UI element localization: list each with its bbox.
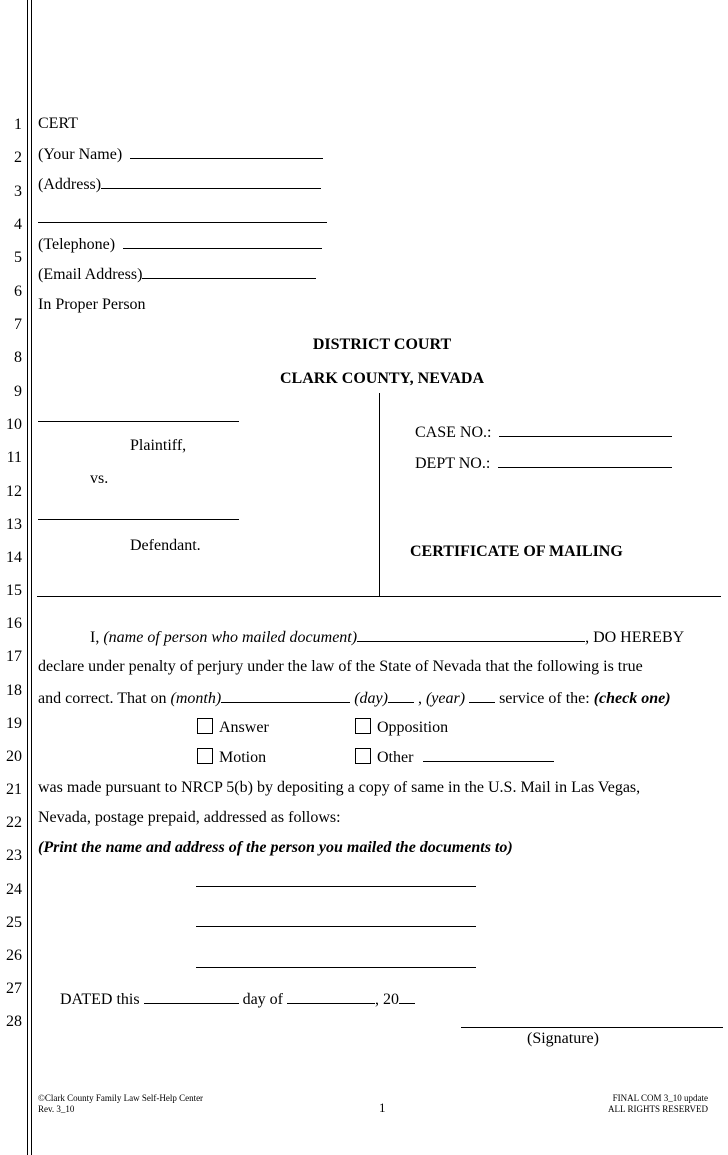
caption-divider — [379, 393, 380, 596]
body-line-3 — [38, 689, 671, 708]
page-number: 1 — [379, 1100, 386, 1115]
line-number: 23 — [6, 847, 22, 864]
line-number: 21 — [6, 781, 22, 798]
line-number: 15 — [6, 582, 22, 599]
line-number: 7 — [14, 316, 22, 333]
caption-bottom-rule — [37, 596, 721, 597]
line-number: 20 — [6, 748, 22, 765]
checkbox-answer[interactable] — [197, 718, 269, 737]
line-number: 11 — [6, 449, 22, 466]
body-line-1 — [90, 628, 684, 647]
footer-left — [38, 1093, 203, 1115]
cert-label: CERT — [38, 115, 78, 132]
footer-revision: Rev. 3_10 — [38, 1104, 75, 1114]
line-number: 9 — [14, 383, 22, 400]
i-prefix: I, — [90, 629, 100, 646]
signature-label: (Signature) — [527, 1030, 599, 1047]
case-no-label: CASE NO.: — [415, 424, 492, 441]
checkbox-other-label: Other — [377, 749, 414, 766]
line-number: 12 — [6, 483, 22, 500]
month-hint: (month) — [170, 690, 222, 707]
court-county: CLARK COUNTY, NEVADA — [279, 370, 485, 387]
recipient-line-2[interactable] — [196, 926, 476, 927]
margin-rule-right — [31, 0, 32, 1155]
your-name-label: (Your Name) — [38, 146, 123, 163]
print-instruction: (Print the name and address of the person you mailed the documents to) — [38, 839, 513, 856]
day-field[interactable] — [388, 689, 414, 703]
line-number: 14 — [6, 549, 22, 566]
line-number: 18 — [6, 682, 22, 699]
service-of: service of the: — [499, 690, 590, 707]
name-hint: (name of person who mailed document) — [103, 629, 358, 646]
body-line-2: declare under penalty of perjury under the law of the State of Nevada that the following is true — [38, 658, 643, 675]
line-number: 2 — [14, 149, 22, 166]
line-number: 8 — [14, 349, 22, 366]
do-hereby: , DO HEREBY — [585, 629, 685, 646]
body-line-5: was made pursuant to NRCP 5(b) by depositing a copy of same in the U.S. Mail in Las Vegas, — [38, 779, 641, 796]
footer-version: FINAL COM 3_10 update — [612, 1093, 708, 1103]
address-field-line-2[interactable] — [38, 222, 327, 223]
recipient-line-1[interactable] — [196, 886, 476, 887]
line-number: 24 — [6, 881, 22, 898]
email-label: (Email Address) — [38, 266, 143, 283]
footer-copyright: ©Clark County Family Law Self-Help Center — [38, 1093, 204, 1103]
dated-year-field[interactable] — [399, 990, 415, 1004]
mailer-name-field[interactable] — [357, 628, 585, 642]
line-number: 25 — [6, 914, 22, 931]
line-number: 27 — [6, 980, 22, 997]
email-field[interactable] — [142, 265, 316, 279]
telephone-field[interactable] — [123, 235, 322, 249]
year-field[interactable] — [469, 689, 495, 703]
margin-rule-left — [27, 0, 28, 1155]
other-field[interactable] — [423, 748, 554, 762]
year-hint: (year) — [425, 690, 466, 707]
address-field[interactable] — [101, 175, 321, 189]
email-row — [38, 265, 316, 284]
day-of: day of — [242, 991, 283, 1008]
line-number: 26 — [6, 947, 22, 964]
address-label: (Address) — [38, 176, 102, 193]
comma: , — [417, 690, 422, 707]
line-number: 16 — [6, 615, 22, 632]
checkbox-opposition-box[interactable] — [355, 718, 371, 734]
defendant-field[interactable] — [38, 519, 239, 520]
line-number: 3 — [14, 183, 22, 200]
line-number: 13 — [6, 516, 22, 533]
telephone-label: (Telephone) — [38, 236, 116, 253]
line-number: 22 — [6, 814, 22, 831]
your-name-field[interactable] — [130, 145, 323, 159]
line-number: 5 — [14, 249, 22, 266]
your-name-row — [38, 145, 323, 164]
line-number: 10 — [6, 416, 22, 433]
body-line-6: Nevada, postage prepaid, addressed as follows: — [38, 809, 341, 826]
proper-person-label: In Proper Person — [38, 296, 146, 313]
recipient-line-3[interactable] — [196, 967, 476, 968]
checkbox-opposition-label: Opposition — [377, 719, 449, 736]
line-number: 1 — [14, 116, 22, 133]
case-no-field[interactable] — [499, 423, 672, 437]
dated-month-field[interactable] — [287, 990, 375, 1004]
footer-rights: ALL RIGHTS RESERVED — [608, 1104, 708, 1114]
checkbox-other[interactable] — [355, 748, 554, 767]
telephone-row — [38, 235, 322, 254]
dept-no-field[interactable] — [498, 454, 672, 468]
footer-right — [608, 1093, 708, 1115]
dept-no-label: DEPT NO.: — [415, 455, 491, 472]
case-no-row — [415, 423, 672, 442]
and-correct: and correct. That on — [38, 690, 167, 707]
month-field[interactable] — [221, 689, 350, 703]
day-hint: (day) — [354, 690, 388, 707]
checkbox-motion[interactable] — [197, 748, 266, 767]
line-number: 17 — [6, 648, 22, 665]
dated-row — [60, 990, 415, 1009]
dept-no-row — [415, 454, 672, 473]
document-title: CERTIFICATE OF MAILING — [410, 543, 623, 560]
dated-day-field[interactable] — [144, 990, 239, 1004]
line-number: 6 — [14, 283, 22, 300]
address-row — [38, 175, 321, 194]
checkbox-other-box[interactable] — [355, 748, 371, 764]
vs-label: vs. — [90, 470, 109, 487]
dated-this: DATED this — [60, 991, 140, 1008]
checkbox-opposition[interactable] — [355, 718, 448, 737]
signature-line[interactable] — [461, 1027, 723, 1028]
line-number: 19 — [6, 715, 22, 732]
defendant-label: Defendant. — [130, 537, 201, 554]
line-number: 4 — [14, 216, 22, 233]
checkbox-motion-label: Motion — [219, 749, 267, 766]
plaintiff-label: Plaintiff, — [130, 437, 187, 454]
checkbox-answer-label: Answer — [219, 719, 269, 736]
check-one: (check one) — [593, 690, 671, 707]
checkbox-answer-box[interactable] — [197, 718, 213, 734]
court-name: DISTRICT COURT — [312, 336, 452, 353]
year-prefix: , 20 — [375, 991, 399, 1008]
line-number: 28 — [6, 1013, 22, 1030]
checkbox-motion-box[interactable] — [197, 748, 213, 764]
plaintiff-field[interactable] — [38, 421, 239, 422]
